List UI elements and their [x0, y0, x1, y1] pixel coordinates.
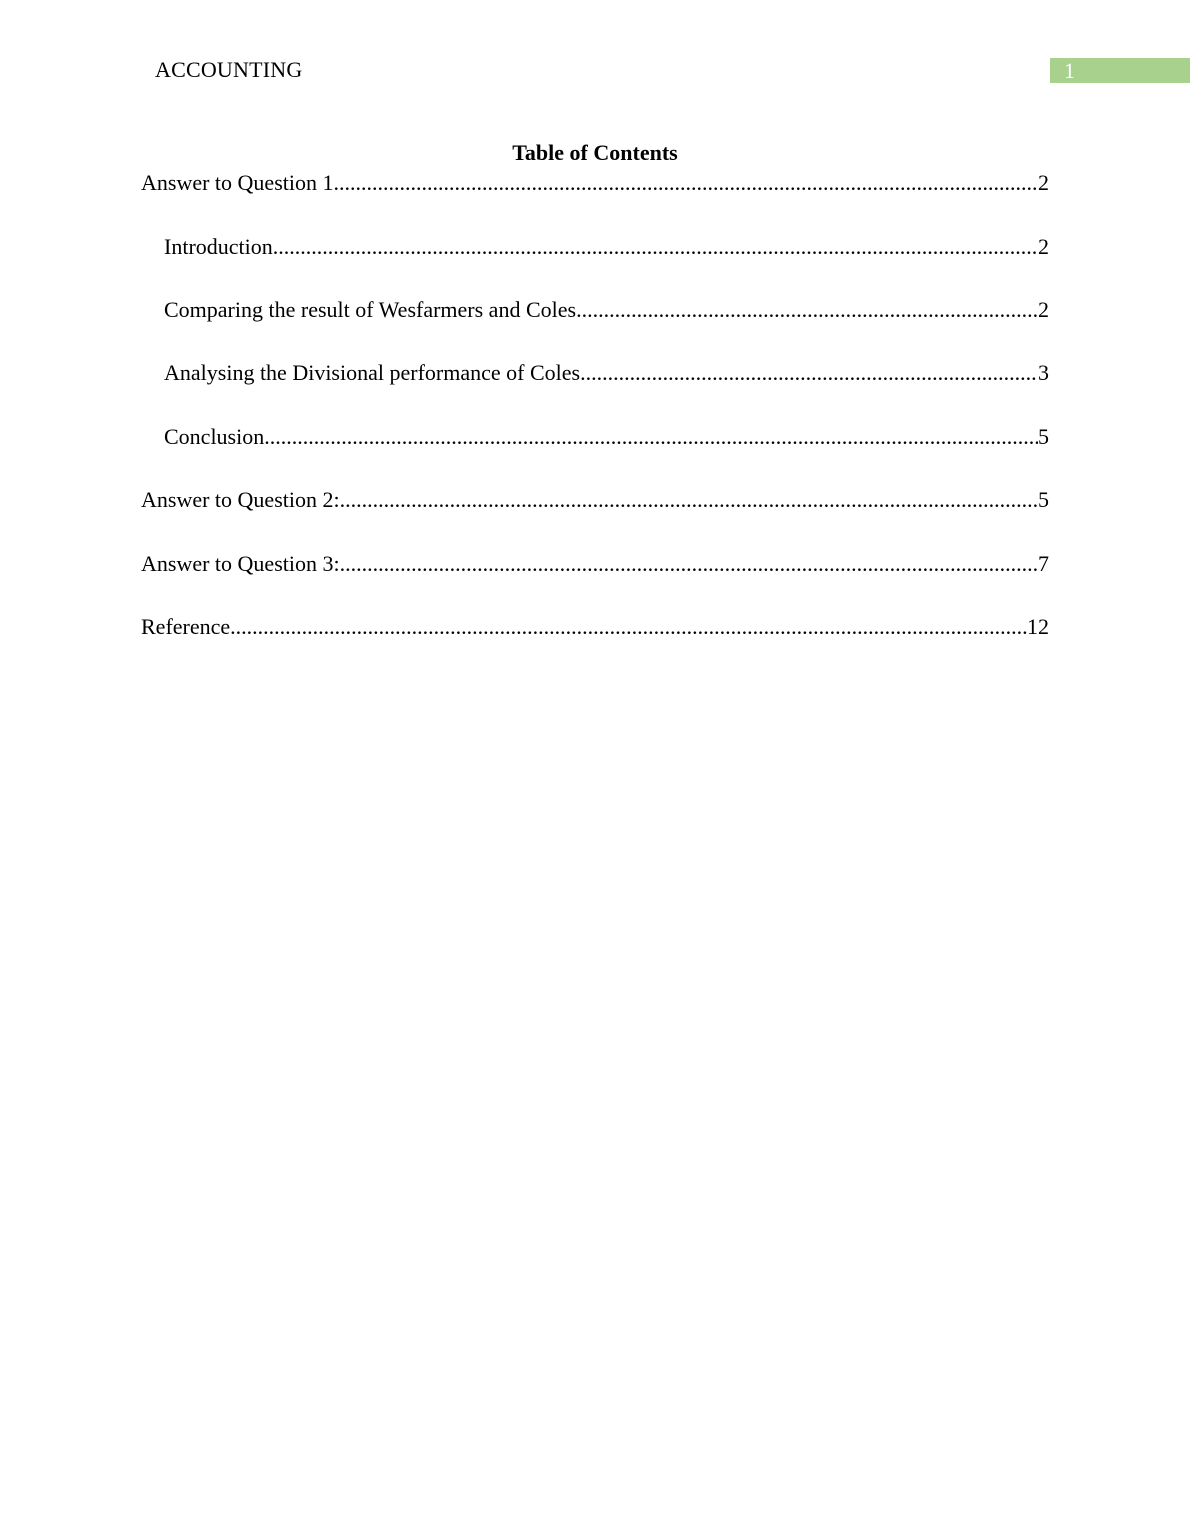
toc-dot-leader	[576, 297, 1038, 323]
toc-dot-leader	[580, 360, 1038, 386]
toc-entry-label: Comparing the result of Wesfarmers and Coles	[164, 297, 577, 322]
toc-entry-page: 2	[1038, 234, 1049, 259]
toc-entry-page: 12	[1027, 614, 1049, 639]
toc-entry-page: 5	[1038, 487, 1049, 512]
toc-entry-label: Answer to Question 2:	[141, 487, 340, 512]
toc-entry-label: Analysing the Divisional performance of Coles	[164, 360, 581, 385]
toc-entry-comparing-results[interactable]	[164, 297, 1049, 323]
toc-entry-page: 5	[1038, 424, 1049, 449]
toc-dot-leader	[340, 551, 1038, 577]
toc-entry-page: 2	[1038, 297, 1049, 322]
toc-entry-answer-q3[interactable]	[141, 551, 1049, 577]
toc-dot-leader	[273, 234, 1038, 260]
toc-entry-label: Answer to Question 3:	[141, 551, 340, 576]
toc-entry-page: 2	[1038, 170, 1049, 195]
toc-entry-divisional-performance[interactable]	[164, 360, 1049, 386]
toc-entry-answer-q1[interactable]	[141, 170, 1049, 196]
toc-dot-leader	[340, 487, 1038, 513]
toc-dot-leader	[333, 170, 1038, 196]
toc-entry-label: Answer to Question 1	[141, 170, 334, 195]
running-head-title: ACCOUNTING	[155, 57, 303, 82]
page-number-badge	[1050, 58, 1190, 83]
toc-entry-reference[interactable]	[141, 614, 1049, 640]
toc-dot-leader	[264, 424, 1038, 450]
page-number: 1	[1064, 58, 1075, 83]
toc-dot-leader	[230, 614, 1027, 640]
toc-entry-answer-q2[interactable]	[141, 487, 1049, 513]
toc-title: Table of Contents	[512, 140, 678, 165]
toc-entry-label: Introduction	[164, 234, 273, 259]
toc-entry-page: 7	[1038, 551, 1049, 576]
toc-entry-label: Reference	[141, 614, 231, 639]
toc-entry-conclusion[interactable]	[164, 424, 1049, 450]
toc-entry-introduction[interactable]	[164, 234, 1049, 260]
toc-entry-page: 3	[1038, 360, 1049, 385]
toc-entry-label: Conclusion	[164, 424, 265, 449]
